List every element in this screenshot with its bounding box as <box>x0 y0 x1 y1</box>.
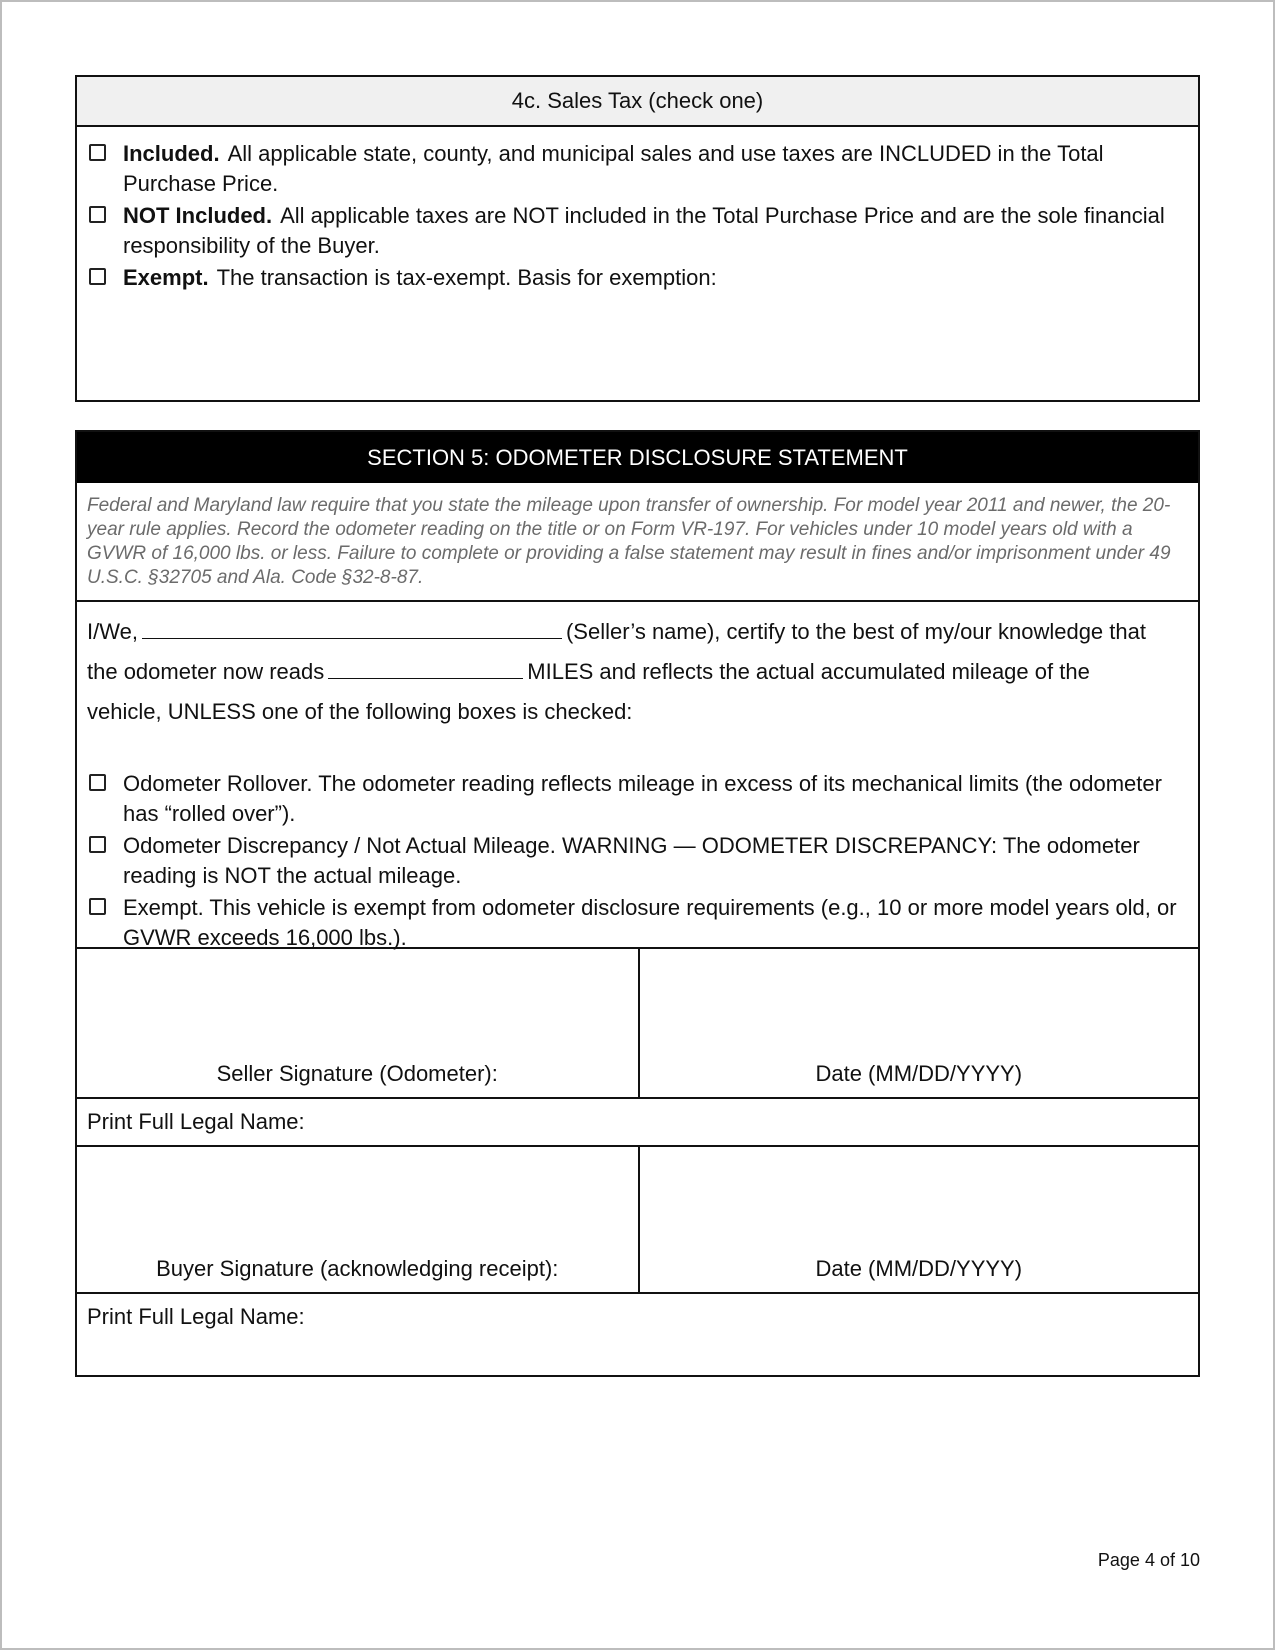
cert-odometer-text: the odometer now reads <box>87 659 325 684</box>
cert-seller-text: (Seller’s name), certify to the best of my/our knowledge that <box>565 619 1146 644</box>
odometer-option-rollover <box>87 769 1188 829</box>
exempt-checkbox[interactable] <box>89 268 106 285</box>
seller-date-field[interactable] <box>638 949 1199 1097</box>
odometer-option-discrepancy <box>87 831 1188 891</box>
tax-option-exempt <box>87 263 1188 293</box>
seller-name-blank[interactable] <box>142 618 562 639</box>
rollover-checkbox[interactable] <box>89 774 106 791</box>
option-text: The transaction is tax-exempt. Basis for exemption: <box>216 265 717 290</box>
odometer-section <box>75 430 1200 1377</box>
seller-signature-field[interactable] <box>77 949 638 1097</box>
seller-date-label: Date (MM/DD/YYYY) <box>815 1061 1023 1086</box>
sales-tax-header: 4c. Sales Tax (check one) <box>77 77 1198 127</box>
tax-option-included <box>87 139 1188 199</box>
seller-print-name-label: Print Full Legal Name: <box>87 1109 305 1134</box>
seller-print-name-field[interactable] <box>77 1097 1198 1145</box>
odometer-certification <box>77 602 1198 732</box>
buyer-print-name-field[interactable] <box>77 1292 1198 1375</box>
option-text: All applicable state, county, and municipal sales and use taxes are INCLUDED in the Total Purchase Price. <box>123 141 1104 196</box>
option-text: All applicable taxes are NOT included in the Total Purchase Price and are the sole financial responsibility of the Buyer. <box>123 203 1165 258</box>
odometer-exempt-checkbox[interactable] <box>89 898 106 915</box>
option-text: Odometer Rollover. The odometer reading reflects mileage in excess of its mechanical limits (the odometer has “rolled over”). <box>123 771 1162 826</box>
odometer-option-exempt <box>87 893 1188 953</box>
buyer-signature-field[interactable] <box>77 1147 638 1292</box>
odometer-disclaimer: Federal and Maryland law require that you state the mileage upon transfer of ownership. For model year 2011 and newer, the 20-year rule applies. Record the odometer reading on the title or on Form VR-197. For vehicles under 10 model years old with a GVWR of 16,000 lbs. or less. Failure to complete or providing a false statement may result in fines and/or imprisonment under 49 U.S.C. §32705 and Ala. Code §32-8-87. <box>77 483 1198 602</box>
cert-miles-text: MILES and reflects the actual accumulated mileage of the <box>527 659 1090 684</box>
mileage-blank[interactable] <box>328 658 523 679</box>
not-included-checkbox[interactable] <box>89 206 106 223</box>
option-bold-label: NOT Included. <box>123 203 273 228</box>
odometer-section-header: SECTION 5: ODOMETER DISCLOSURE STATEMENT <box>77 432 1198 483</box>
seller-signature-label: Seller Signature (Odometer): <box>216 1061 498 1086</box>
buyer-signature-row <box>77 1145 1198 1292</box>
sales-tax-section <box>75 75 1200 402</box>
tax-option-not-included <box>87 201 1188 261</box>
page-number: Page 4 of 10 <box>1097 1550 1200 1570</box>
buyer-date-label: Date (MM/DD/YYYY) <box>815 1256 1023 1281</box>
discrepancy-checkbox[interactable] <box>89 836 106 853</box>
cert-end-text: vehicle, UNLESS one of the following boxes is checked: <box>87 699 633 724</box>
option-text: Odometer Discrepancy / Not Actual Mileage. WARNING — ODOMETER DISCREPANCY: The odometer reading is NOT the actual mileage. <box>123 833 1140 888</box>
seller-signature-row <box>77 947 1198 1097</box>
cert-prefix: I/We, <box>87 619 138 644</box>
option-text: Exempt. This vehicle is exempt from odometer disclosure requirements (e.g., 10 or more model years old, or GVWR exceeds 16,000 lbs.). <box>123 895 1177 950</box>
sales-tax-options <box>77 127 1198 293</box>
buyer-date-field[interactable] <box>638 1147 1199 1292</box>
buyer-signature-label: Buyer Signature (acknowledging receipt): <box>156 1256 559 1281</box>
odometer-options <box>77 732 1198 953</box>
buyer-print-name-label: Print Full Legal Name: <box>87 1304 305 1329</box>
option-bold-label: Exempt. <box>123 265 209 290</box>
option-bold-label: Included. <box>123 141 220 166</box>
included-checkbox[interactable] <box>89 144 106 161</box>
